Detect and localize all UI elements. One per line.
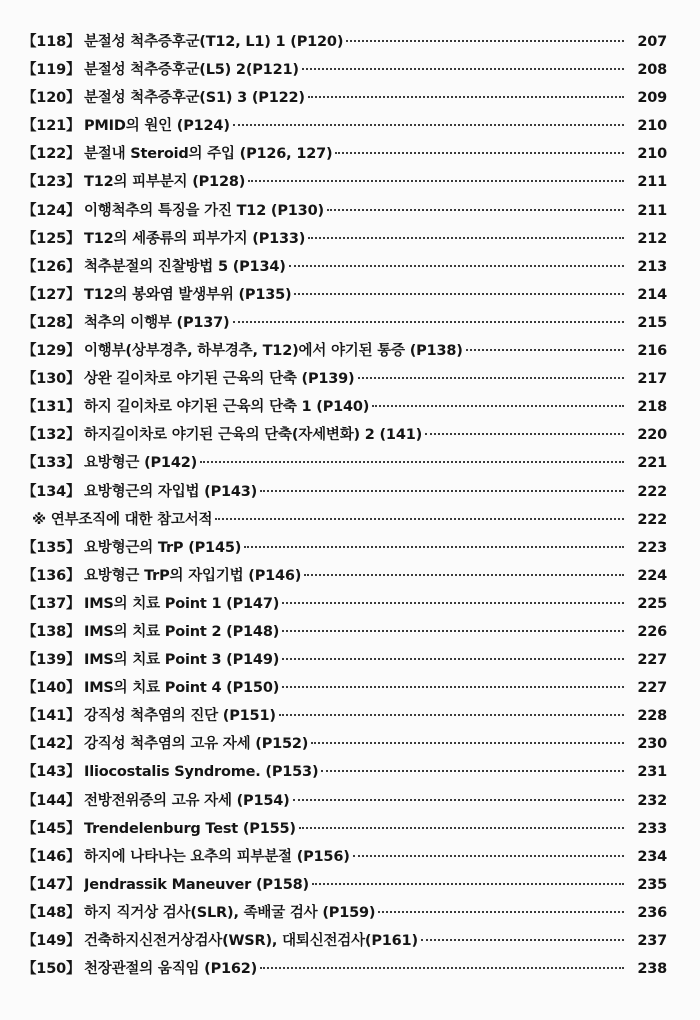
entry-title: T12의 세종류의 피부가지 (P133): [84, 230, 306, 247]
entry-title: 척추의 이행부 (P137): [84, 314, 230, 331]
entry-page-number: 225: [637, 595, 667, 612]
entry-number: 【119】: [22, 62, 81, 79]
entry-title: Jendrassik Maneuver (P158): [84, 876, 309, 893]
entry-number: 【143】: [22, 764, 81, 781]
entry-page-number: 212: [637, 230, 667, 247]
entry-page-number: 232: [637, 792, 667, 809]
dot-leader: [294, 293, 624, 295]
toc-entry: [22, 255, 667, 283]
toc-entry: [22, 395, 667, 423]
dot-leader: [289, 265, 624, 267]
entry-page-number: 209: [637, 90, 667, 107]
entry-title: 하지길이차로 야기된 근육의 단축(자세변화) 2 (141): [84, 427, 423, 444]
entry-page-number: 210: [637, 118, 667, 135]
dot-leader: [293, 799, 624, 801]
entry-page-number: 216: [637, 343, 667, 360]
entry-page-number: 228: [637, 708, 667, 725]
toc-entry: [22, 283, 667, 311]
entry-page-number: 208: [637, 62, 667, 79]
toc-entry: [22, 760, 667, 788]
entry-number: 【150】: [22, 961, 81, 978]
entry-number: 【134】: [22, 483, 81, 500]
entry-page-number: 215: [637, 314, 667, 331]
toc-entry: [22, 339, 667, 367]
entry-title: 건축하지신전거상검사(WSR), 대퇴신전검사(P161): [84, 933, 418, 949]
dot-leader: [233, 321, 625, 323]
entry-number: 【145】: [22, 820, 81, 837]
entry-title: 척추분절의 진찰방법 5 (P134): [84, 258, 286, 275]
entry-page-number: 233: [637, 820, 667, 837]
dot-leader: [282, 602, 624, 604]
entry-page-number: 231: [637, 764, 667, 781]
toc-entry: [22, 817, 667, 845]
entry-title: 강직성 척추염의 고유 자세 (P152): [84, 736, 309, 753]
dot-leader: [372, 405, 624, 407]
entry-number: 【130】: [22, 371, 81, 388]
entry-title: 전방전위증의 고유 자세 (P154): [84, 792, 290, 809]
entry-title: 강직성 척추염의 진단 (P151): [84, 708, 276, 725]
dot-leader: [321, 770, 624, 772]
entry-title: 이행척추의 특징을 가진 T12 (P130): [84, 202, 324, 219]
entry-page-number: 223: [637, 539, 667, 556]
toc-entry: [22, 451, 667, 479]
dot-leader: [327, 209, 624, 211]
entry-title: IMS의 치료 Point 4 (P150): [84, 680, 280, 697]
dot-leader: [358, 377, 625, 379]
entry-number: 【146】: [22, 848, 81, 865]
entry-page-number: 214: [637, 286, 667, 303]
dot-leader: [233, 124, 624, 126]
toc-entry: [22, 845, 667, 873]
toc-entry: [22, 86, 667, 114]
entry-title: T12의 피부분지 (P128): [84, 174, 246, 191]
entry-page-number: 237: [637, 933, 667, 949]
entry-number: 【138】: [22, 623, 81, 640]
entry-number: 【127】: [22, 286, 81, 303]
toc-entry: [22, 564, 667, 592]
toc-note-row: [22, 508, 667, 536]
entry-title: 요방형근 (P142): [84, 455, 198, 472]
dot-leader: [308, 237, 624, 239]
entry-number: 【149】: [22, 933, 81, 949]
entry-title: 하지 직거상 검사(SLR), 족배굴 검사 (P159): [84, 904, 376, 921]
entry-page-number: 235: [637, 876, 667, 893]
dot-leader: [299, 827, 624, 829]
entry-page-number: 211: [637, 202, 667, 219]
dot-leader: [378, 911, 624, 913]
dot-leader: [425, 433, 624, 435]
toc-entry: [22, 929, 667, 957]
entry-number: 【144】: [22, 792, 81, 809]
entry-number: 【125】: [22, 230, 81, 247]
dot-leader: [335, 152, 624, 154]
entry-title: IMS의 치료 Point 2 (P148): [84, 623, 280, 640]
entry-number: 【142】: [22, 736, 81, 753]
entry-number: 【120】: [22, 90, 81, 107]
toc-entry: [22, 592, 667, 620]
entry-page-number: 222: [637, 511, 667, 528]
dot-leader: [311, 742, 624, 744]
entry-number: 【126】: [22, 258, 81, 275]
entry-number: 【131】: [22, 399, 81, 416]
entry-page-number: 220: [637, 427, 667, 444]
entry-title: Trendelenburg Test (P155): [84, 820, 296, 837]
toc-entry: [22, 142, 667, 170]
toc-entry: [22, 620, 667, 648]
entry-title: PMID의 원인 (P124): [84, 118, 230, 135]
dot-leader: [282, 686, 624, 688]
entry-number: 【136】: [22, 567, 81, 584]
entry-page-number: 211: [637, 174, 667, 191]
entry-number: 【133】: [22, 455, 81, 472]
entry-page-number: 227: [637, 652, 667, 669]
entry-number: 【137】: [22, 595, 81, 612]
table-of-contents: [22, 30, 667, 985]
entry-title: 하지에 나타나는 요추의 피부분절 (P156): [84, 848, 350, 865]
entry-number: 【128】: [22, 314, 81, 331]
dot-leader: [248, 180, 624, 182]
entry-page-number: 230: [637, 736, 667, 753]
dot-leader: [466, 349, 624, 351]
entry-page-number: 227: [637, 680, 667, 697]
entry-number: 【118】: [22, 34, 81, 50]
dot-leader: [346, 40, 624, 42]
dot-leader: [421, 939, 624, 941]
entry-number: 【139】: [22, 652, 81, 669]
dot-leader: [260, 967, 624, 969]
entry-title: 요방형근의 TrP (P145): [84, 539, 242, 556]
dot-leader: [312, 883, 624, 885]
entry-title: T12의 봉와염 발생부위 (P135): [84, 286, 292, 303]
entry-page-number: 207: [637, 34, 667, 50]
toc-entry: [22, 367, 667, 395]
entry-title: IMS의 치료 Point 1 (P147): [84, 595, 280, 612]
toc-entry: [22, 704, 667, 732]
entry-page-number: 236: [637, 904, 667, 921]
toc-entry: [22, 901, 667, 929]
entry-title: 상완 길이차로 야기된 근육의 단축 (P139): [84, 371, 355, 388]
toc-entry: [22, 648, 667, 676]
toc-entry: [22, 789, 667, 817]
entry-number: 【129】: [22, 343, 81, 360]
entry-number: 【140】: [22, 680, 81, 697]
toc-entry: [22, 114, 667, 142]
entry-title: 이행부(상부경추, 하부경추, T12)에서 야기된 통증 (P138): [84, 343, 463, 360]
toc-entry: [22, 536, 667, 564]
entry-number: 【132】: [22, 427, 81, 444]
dot-leader: [260, 490, 624, 492]
dot-leader: [279, 714, 624, 716]
entry-title: 천장관절의 움직임 (P162): [84, 961, 258, 978]
entry-page-number: 224: [637, 567, 667, 584]
entry-number: 【123】: [22, 174, 81, 191]
toc-entry: [22, 30, 667, 58]
entry-title: IMS의 치료 Point 3 (P149): [84, 652, 280, 669]
toc-entry: [22, 676, 667, 704]
toc-entry: [22, 199, 667, 227]
entry-number: 【122】: [22, 146, 81, 163]
entry-page-number: 218: [637, 399, 667, 416]
dot-leader: [308, 96, 624, 98]
entry-number: 【121】: [22, 118, 81, 135]
toc-entry: [22, 873, 667, 901]
dot-leader: [302, 68, 624, 70]
entry-title: 분절성 척추증후군(T12, L1) 1 (P120): [84, 34, 344, 50]
dot-leader: [304, 574, 624, 576]
entry-title: 분절성 척추증후군(S1) 3 (P122): [84, 90, 305, 107]
dot-leader: [282, 630, 624, 632]
entry-page-number: 226: [637, 623, 667, 640]
dot-leader: [215, 518, 624, 520]
entry-title: ※ 연부조직에 대한 참고서적: [32, 511, 213, 528]
entry-title: 분절성 척추증후군(L5) 2(P121): [84, 62, 299, 79]
entry-number: 【148】: [22, 904, 81, 921]
toc-entry: [22, 311, 667, 339]
toc-entry: [22, 732, 667, 760]
entry-page-number: 210: [637, 146, 667, 163]
entry-page-number: 221: [637, 455, 667, 472]
entry-page-number: 217: [637, 371, 667, 388]
entry-number: 【124】: [22, 202, 81, 219]
toc-entry: [22, 58, 667, 86]
entry-page-number: 213: [637, 258, 667, 275]
dot-leader: [244, 546, 624, 548]
entry-page-number: 222: [637, 483, 667, 500]
entry-page-number: 234: [637, 848, 667, 865]
entry-title: 요방형근 TrP의 자입기법 (P146): [84, 567, 302, 584]
entry-number: 【147】: [22, 876, 81, 893]
toc-entry: [22, 227, 667, 255]
entry-title: 요방형근의 자입법 (P143): [84, 483, 258, 500]
entry-number: 【135】: [22, 539, 81, 556]
toc-entry: [22, 957, 667, 985]
toc-entry: [22, 170, 667, 198]
toc-entry: [22, 423, 667, 451]
dot-leader: [200, 461, 624, 463]
entry-title: 분절내 Steroid의 주입 (P126, 127): [84, 146, 333, 163]
entry-number: 【141】: [22, 708, 81, 725]
entry-title: 하지 길이차로 야기된 근육의 단축 1 (P140): [84, 399, 370, 416]
entry-page-number: 238: [637, 961, 667, 978]
toc-entry: [22, 480, 667, 508]
entry-title: Iliocostalis Syndrome. (P153): [84, 764, 319, 781]
dot-leader: [353, 855, 624, 857]
dot-leader: [282, 658, 624, 660]
